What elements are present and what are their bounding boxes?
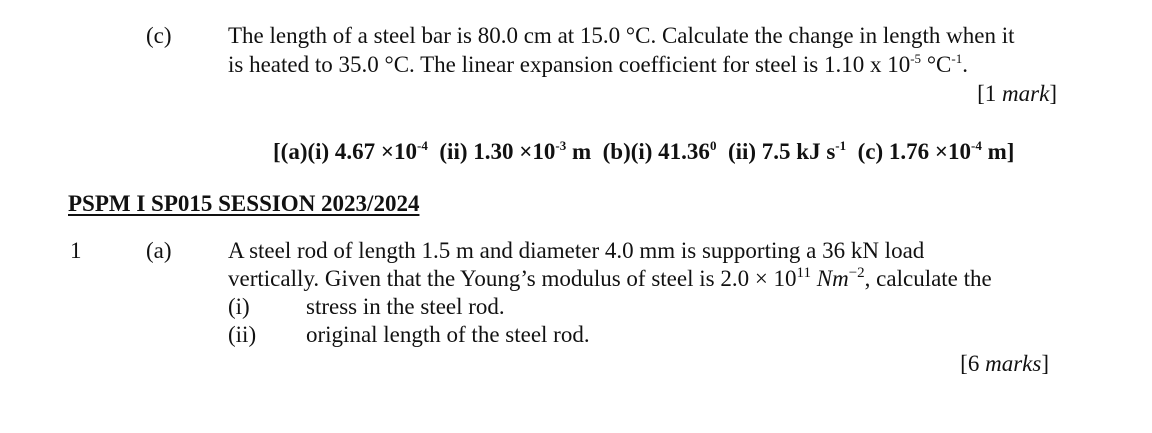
answer-b-ii: (ii) 7.5 kJ s bbox=[716, 139, 836, 164]
sub-question-ii-text: original length of the steel rod. bbox=[306, 322, 590, 347]
answer-b-i-exponent: 0 bbox=[709, 138, 717, 153]
answer-b-i: m (b)(i) 41.36 bbox=[566, 139, 710, 164]
part-c-line-2-text-b: °C bbox=[921, 52, 952, 77]
question-marks-word: marks bbox=[985, 351, 1042, 376]
part-c-line-2-text-c: . bbox=[962, 52, 968, 77]
part-c-exponent-1: -5 bbox=[910, 51, 922, 66]
answer-a-ii-exponent: -3 bbox=[555, 138, 567, 153]
question-line-2 bbox=[228, 265, 992, 293]
part-c-label: (c) bbox=[146, 23, 172, 48]
part-c-marks-close: ] bbox=[1049, 81, 1057, 106]
sub-question-ii-label: (ii) bbox=[228, 322, 257, 347]
question-marks bbox=[960, 350, 1049, 378]
part-c-marks-open: [1 bbox=[977, 81, 1003, 106]
part-c-line-2-text-a: is heated to 35.0 °C. The linear expansion coefficient for steel is 1.10 x 10 bbox=[228, 52, 911, 77]
question-line-1: A steel rod of length 1.5 m and diameter 4.0 mm is supporting a 36 kN load bbox=[228, 238, 925, 263]
answer-a-i: [(a)(i) 4.67 ×10 bbox=[273, 139, 418, 164]
answers-line bbox=[273, 138, 1014, 166]
answer-a-ii: (ii) 1.30 ×10 bbox=[427, 139, 556, 164]
answer-c-unit: m] bbox=[981, 139, 1015, 164]
question-line-2-text-a: vertically. Given that the Young’s modulus of steel is 2.0 × 10 bbox=[228, 266, 797, 291]
question-marks-close: ] bbox=[1041, 351, 1049, 376]
answer-b-ii-exponent: -1 bbox=[835, 138, 847, 153]
section-heading: PSPM I SP015 SESSION 2023/2024 bbox=[68, 191, 420, 216]
sub-question-i-label: (i) bbox=[228, 294, 250, 319]
part-c-line-2 bbox=[228, 51, 968, 79]
question-marks-open: [6 bbox=[960, 351, 986, 376]
sub-question-i-text: stress in the steel rod. bbox=[306, 294, 505, 319]
question-exponent-1: 11 bbox=[796, 265, 811, 281]
question-number: 1 bbox=[70, 238, 82, 263]
answer-c: (c) 1.76 ×10 bbox=[846, 139, 972, 164]
question-line-2-text-c: , calculate the bbox=[864, 266, 992, 291]
question-exponent-2: −2 bbox=[848, 265, 865, 281]
part-c-exponent-2: -1 bbox=[951, 51, 963, 66]
question-part-label: (a) bbox=[146, 238, 172, 263]
question-line-2-unit: Nm bbox=[811, 266, 849, 291]
part-c-line-1: The length of a steel bar is 80.0 cm at 15.0 °C. Calculate the change in length when it bbox=[228, 23, 1015, 48]
part-c-marks-word: mark bbox=[1002, 81, 1050, 106]
part-c-marks bbox=[977, 80, 1057, 108]
answer-c-exponent: -4 bbox=[971, 138, 982, 153]
answer-a-i-exponent: -4 bbox=[417, 138, 428, 153]
